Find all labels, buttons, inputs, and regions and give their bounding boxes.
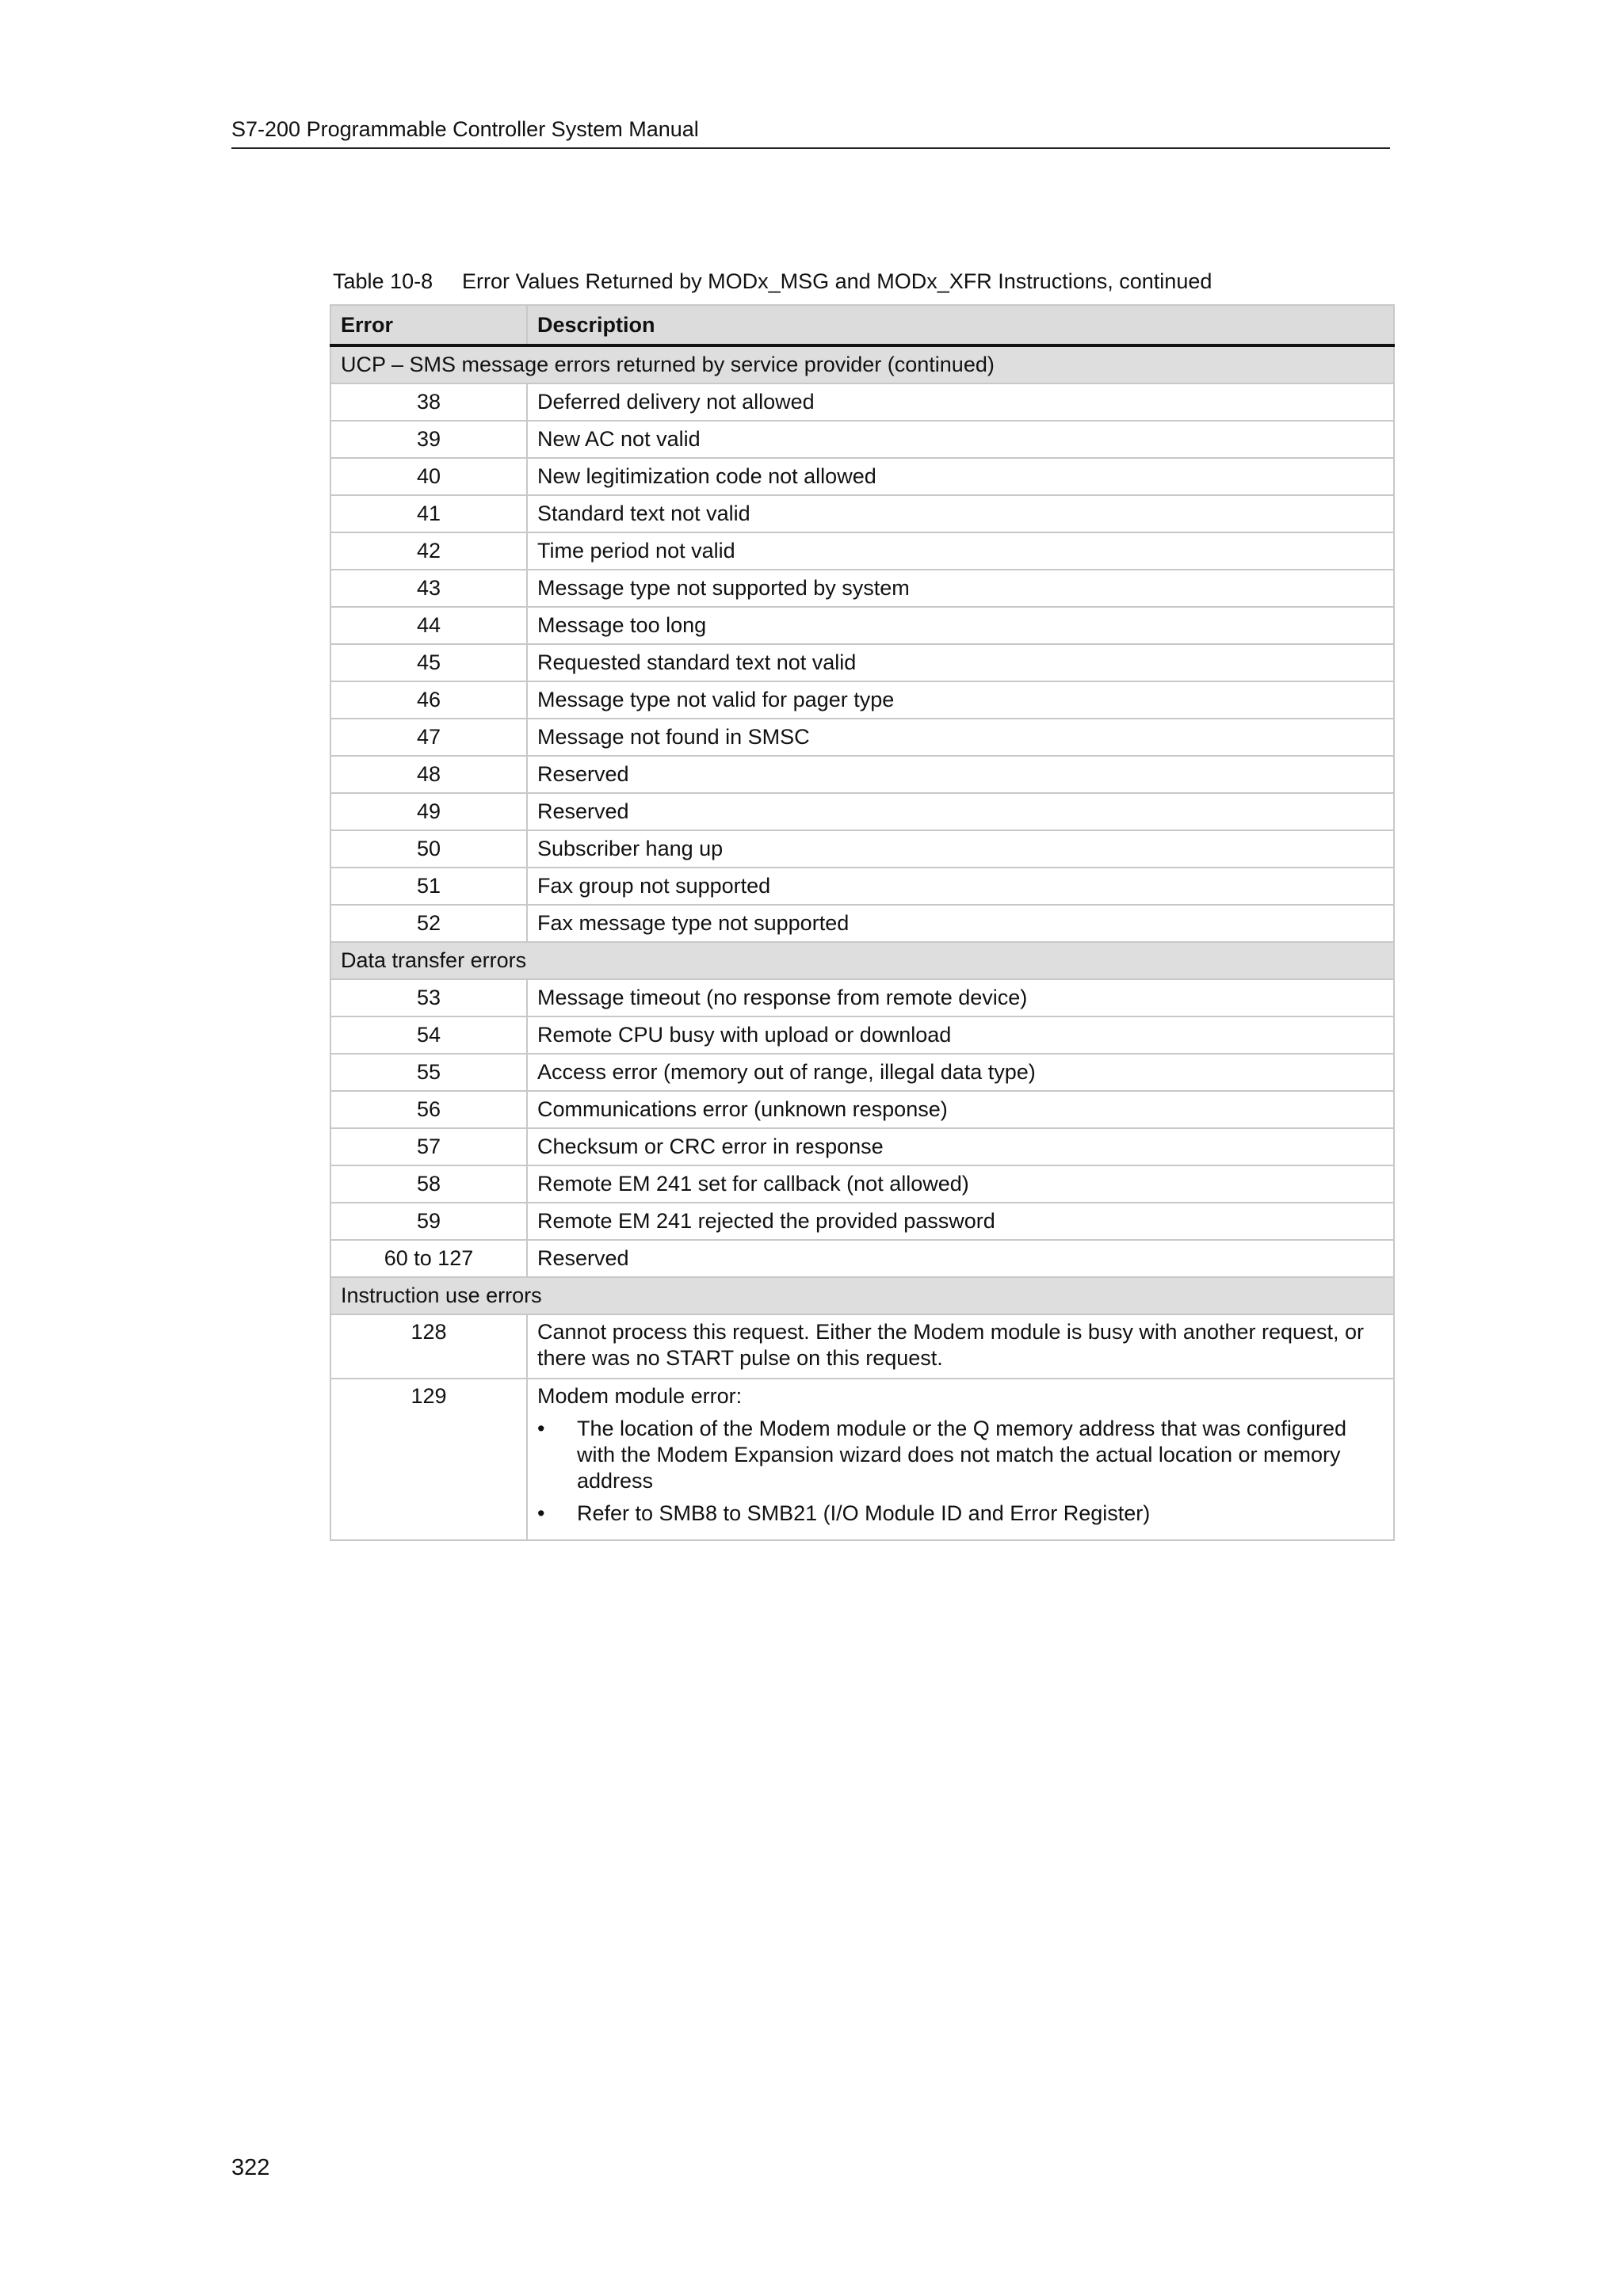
description-cell: Reserved: [527, 1240, 1394, 1277]
group-label: UCP – SMS message errors returned by service provider (continued): [330, 345, 1394, 383]
table-header-row: [330, 305, 1394, 345]
error-code-cell: 41: [330, 495, 527, 532]
description-cell: Message type not valid for pager type: [527, 681, 1394, 719]
bullet-item: [537, 1501, 1384, 1527]
page-number: 322: [231, 2155, 270, 2180]
table-row: [330, 1016, 1394, 1054]
error-code-cell: 129: [330, 1379, 527, 1540]
table-row: [330, 532, 1394, 570]
error-code-cell: 40: [330, 458, 527, 495]
description-cell: Time period not valid: [527, 532, 1394, 570]
error-code-cell: 60 to 127: [330, 1240, 527, 1277]
group-header-row: [330, 942, 1394, 979]
table-row: [330, 1240, 1394, 1277]
table-row: [330, 830, 1394, 868]
table-row: [330, 607, 1394, 644]
description-cell: Checksum or CRC error in response: [527, 1128, 1394, 1165]
description-cell: New legitimization code not allowed: [527, 458, 1394, 495]
description-cell: Message too long: [527, 607, 1394, 644]
description-cell: Message not found in SMSC: [527, 719, 1394, 756]
table-row: [330, 570, 1394, 607]
description-cell: Communications error (unknown response): [527, 1091, 1394, 1128]
description-cell: Deferred delivery not allowed: [527, 383, 1394, 421]
error-code-cell: 54: [330, 1016, 527, 1054]
table-title: Error Values Returned by MODx_MSG and MODx_XFR Instructions, continued: [462, 269, 1212, 293]
table-row: [330, 1379, 1394, 1540]
description-cell: Requested standard text not valid: [527, 644, 1394, 681]
table-row: [330, 1128, 1394, 1165]
error-code-cell: 44: [330, 607, 527, 644]
table-row: [330, 458, 1394, 495]
description-cell: Subscriber hang up: [527, 830, 1394, 868]
error-code-cell: 49: [330, 793, 527, 830]
table-row: [330, 383, 1394, 421]
description-cell: Reserved: [527, 793, 1394, 830]
table-row: [330, 644, 1394, 681]
error-code-cell: 45: [330, 644, 527, 681]
description-text: Modem module error:: [537, 1384, 743, 1408]
column-header-error: Error: [330, 305, 527, 345]
error-code-cell: 42: [330, 532, 527, 570]
table-row: [330, 1091, 1394, 1128]
table-row: [330, 793, 1394, 830]
bullet-list: [537, 1416, 1384, 1527]
error-code-cell: 50: [330, 830, 527, 868]
description-cell: Remote CPU busy with upload or download: [527, 1016, 1394, 1054]
description-cell: [527, 1379, 1394, 1540]
table-row: [330, 868, 1394, 905]
error-code-cell: 56: [330, 1091, 527, 1128]
error-code-cell: 55: [330, 1054, 527, 1091]
table-row: [330, 979, 1394, 1016]
error-code-cell: 47: [330, 719, 527, 756]
error-code-cell: 128: [330, 1314, 527, 1379]
group-header-row: [330, 345, 1394, 383]
description-cell: Standard text not valid: [527, 495, 1394, 532]
description-cell: Remote EM 241 set for callback (not allowed): [527, 1165, 1394, 1203]
error-code-cell: 48: [330, 756, 527, 793]
bullet-icon: •: [537, 1417, 545, 1440]
bullet-item: [537, 1416, 1384, 1494]
error-values-table: [330, 304, 1395, 1541]
description-cell: Remote EM 241 rejected the provided password: [527, 1203, 1394, 1240]
description-cell: Message type not supported by system: [527, 570, 1394, 607]
error-code-cell: 51: [330, 868, 527, 905]
running-header: S7-200 Programmable Controller System Manual: [231, 116, 1390, 149]
description-cell: New AC not valid: [527, 421, 1394, 458]
error-code-cell: 39: [330, 421, 527, 458]
group-header-row: [330, 1277, 1394, 1314]
table-row: [330, 495, 1394, 532]
table-row: [330, 1203, 1394, 1240]
table-row: [330, 421, 1394, 458]
bullet-text: The location of the Modem module or the Q memory address that was configured with the Modem Expansion wizard does not match the actual location or memory address: [577, 1417, 1346, 1493]
error-code-cell: 53: [330, 979, 527, 1016]
error-code-cell: 38: [330, 383, 527, 421]
column-header-description: Description: [527, 305, 1394, 345]
description-cell: Fax message type not supported: [527, 905, 1394, 942]
table-row: [330, 719, 1394, 756]
error-code-cell: 58: [330, 1165, 527, 1203]
table-number: Table 10-8: [333, 269, 433, 293]
table-caption: [333, 268, 1212, 295]
table-row: [330, 1165, 1394, 1203]
bullet-text: Refer to SMB8 to SMB21 (I/O Module ID and Error Register): [577, 1501, 1151, 1525]
error-code-cell: 59: [330, 1203, 527, 1240]
description-cell: Fax group not supported: [527, 868, 1394, 905]
description-cell: Access error (memory out of range, illegal data type): [527, 1054, 1394, 1091]
description-cell: Cannot process this request. Either the Modem module is busy with another request, or there was no START pulse on this request.: [527, 1314, 1394, 1379]
error-code-cell: 43: [330, 570, 527, 607]
group-label: Instruction use errors: [330, 1277, 1394, 1314]
table-row: [330, 1054, 1394, 1091]
table-row: [330, 1314, 1394, 1379]
description-cell: Reserved: [527, 756, 1394, 793]
table-body: [330, 345, 1394, 1540]
error-code-cell: 57: [330, 1128, 527, 1165]
bullet-icon: •: [537, 1501, 545, 1525]
error-code-cell: 46: [330, 681, 527, 719]
table-row: [330, 681, 1394, 719]
table-row: [330, 756, 1394, 793]
group-label: Data transfer errors: [330, 942, 1394, 979]
description-cell: Message timeout (no response from remote device): [527, 979, 1394, 1016]
error-code-cell: 52: [330, 905, 527, 942]
table-row: [330, 905, 1394, 942]
